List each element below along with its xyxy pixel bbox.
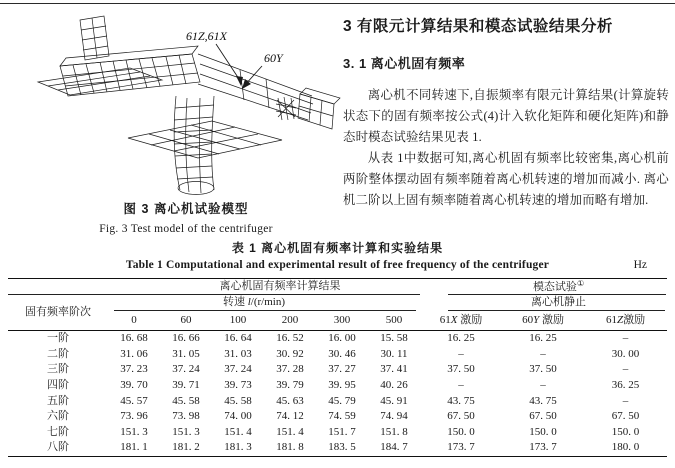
value-cell: – <box>622 332 629 345</box>
table-row <box>8 393 667 409</box>
value-cell: 181. 2 <box>172 441 200 454</box>
value-cell: 16. 52 <box>276 332 304 345</box>
group-header-modal-test <box>420 279 667 295</box>
value-cell: 45. 58 <box>172 394 200 407</box>
value-cell: – <box>622 394 629 407</box>
value-cell: 37. 24 <box>224 363 252 376</box>
value-cell: 30. 00 <box>611 347 640 360</box>
table-row <box>8 409 667 425</box>
value-cell: 74. 12 <box>276 410 304 423</box>
sub-header-row <box>8 295 667 311</box>
value-cell: 16. 66 <box>172 332 200 345</box>
value-cell: 73. 96 <box>120 410 148 423</box>
table-1-block <box>0 239 675 457</box>
value-cell: 30. 92 <box>276 347 304 360</box>
col-header-300: 300 <box>316 311 368 331</box>
value-cell: 39. 73 <box>224 378 252 391</box>
value-cell: 73. 98 <box>172 410 200 423</box>
value-cell: – <box>540 378 546 391</box>
table-row <box>8 425 667 441</box>
value-cell: 67. 50 <box>611 410 640 423</box>
value-cell: 180. 0 <box>611 441 640 454</box>
value-cell: 45. 91 <box>380 394 408 407</box>
sub-header-speed <box>108 295 420 311</box>
table-row <box>8 440 667 456</box>
value-cell: 45. 79 <box>328 394 356 407</box>
figure-caption-zh: 图 3 离心机试验模型 <box>123 202 249 216</box>
figure-caption-en: Fig. 3 Test model of the centrifuger <box>99 223 273 235</box>
value-cell: 39. 95 <box>328 378 356 391</box>
paragraph-2: 从表 1中数据可知,离心机固有频率比较密集,离心机前两阶整体摆动固有频率随着离心机转速的增加而减小. 离心机二阶以上固有频率随着离心机转速的增加而略有增加. <box>343 151 669 207</box>
group-header-row <box>8 279 667 295</box>
value-cell: 16. 00 <box>328 332 356 345</box>
value-cell: 151. 4 <box>276 425 304 438</box>
value-cell: 151. 8 <box>380 425 408 438</box>
group-header-modal-label: 模态试验① <box>532 279 585 294</box>
row-label: 七阶 <box>47 425 69 438</box>
value-cell: 150. 0 <box>611 425 640 438</box>
table-row <box>8 378 667 394</box>
centrifuge-wireframe <box>30 10 342 196</box>
row-label: 二阶 <box>47 347 69 360</box>
value-cell: 67. 50 <box>529 410 557 423</box>
col-header-60: 60 <box>160 311 212 331</box>
col-header-500: 500 <box>368 311 420 331</box>
table-row <box>8 346 667 362</box>
node-label-60y: 60Y <box>264 51 283 65</box>
group-header-computed-label: 离心机固有频率计算结果 <box>219 280 341 293</box>
value-cell: 67. 50 <box>447 410 475 423</box>
row-label: 三阶 <box>47 363 69 376</box>
value-cell: 173. 7 <box>447 441 475 454</box>
table-title-en: Table 1 Computational and experimental result of free frequency of the centrifuger <box>125 259 550 271</box>
col-header-200: 200 <box>264 311 316 331</box>
paragraph-1: 离心机不同转速下,自振频率有限元计算结果(计算旋转状态下的固有频率按公式(4)计入软化矩阵和硬化矩阵)和静态时模态试验结果见表 1. <box>343 88 669 144</box>
col-header-100: 100 <box>212 311 264 331</box>
sub-header-speed-label: 转速 l/(r/min) <box>222 296 286 308</box>
value-cell: 39. 79 <box>276 378 304 391</box>
value-cell: 31. 05 <box>172 347 200 360</box>
value-cell: 150. 0 <box>447 425 475 438</box>
value-cell: 45. 63 <box>276 394 304 407</box>
frequency-table <box>8 278 667 457</box>
value-cell: 151. 3 <box>120 425 148 438</box>
group-header-computed <box>8 279 420 295</box>
tail-arm <box>198 54 313 120</box>
sub-header-static <box>420 295 667 311</box>
value-cell: 16. 25 <box>529 332 557 345</box>
section-heading: 3 有限元计算结果和模态试验结果分析 <box>343 18 613 35</box>
col-header-60y: 60Y 激励 <box>502 311 584 331</box>
value-cell: 74. 00 <box>224 410 252 423</box>
figure-3 <box>28 10 344 235</box>
table-unit: Hz <box>633 259 647 271</box>
subsection-heading: 3. 1 离心机固有频率 <box>343 56 466 71</box>
node-label-61z-61x: 61Z,61X <box>186 29 228 43</box>
value-cell: – <box>622 363 629 376</box>
value-cell: 31. 06 <box>120 347 148 360</box>
table-caption-row <box>0 259 675 276</box>
value-cell: 183. 5 <box>328 441 356 454</box>
value-cell: 16. 64 <box>224 332 252 345</box>
col-header-61z: 61Z激励 <box>584 311 667 331</box>
value-cell: 151. 4 <box>224 425 252 438</box>
base-plate <box>128 121 282 158</box>
panel-lattice <box>80 16 109 60</box>
row-label: 五阶 <box>47 394 69 407</box>
value-cell: 37. 50 <box>447 363 475 376</box>
value-cell: 43. 75 <box>447 394 475 407</box>
value-cell: 15. 58 <box>380 332 408 345</box>
value-cell: 37. 23 <box>120 363 148 376</box>
value-cell: 30. 46 <box>328 347 356 360</box>
table-title-zh: 表 1 离心机固有频率计算和实验结果 <box>231 241 444 255</box>
value-cell: 74. 59 <box>328 410 356 423</box>
value-cell: 37. 28 <box>276 363 304 376</box>
stub-header: 固有频率阶次 <box>8 295 108 331</box>
table-row <box>8 362 667 378</box>
row-label: 四阶 <box>47 378 69 391</box>
text-column <box>343 14 669 211</box>
value-cell: 151. 7 <box>328 425 356 438</box>
page-top-rule <box>0 3 675 4</box>
value-cell: 184. 7 <box>380 441 408 454</box>
value-cell: 37. 50 <box>529 363 557 376</box>
sub-header-static-label: 离心机静止 <box>531 296 587 308</box>
value-cell: 181. 3 <box>224 441 252 454</box>
value-cell: 40. 26 <box>380 378 408 391</box>
col-header-61x: 61X 激励 <box>420 311 502 331</box>
value-cell: 39. 70 <box>120 378 148 391</box>
value-cell: 43. 75 <box>529 394 557 407</box>
value-cell: 151. 3 <box>172 425 200 438</box>
row-label: 一阶 <box>47 332 69 345</box>
value-cell: 36. 25 <box>611 378 640 391</box>
col-header-0: 0 <box>108 311 160 331</box>
row-label: 八阶 <box>47 441 69 454</box>
value-cell: 181. 8 <box>276 441 304 454</box>
value-cell: 39. 71 <box>172 378 200 391</box>
table-row <box>8 331 667 347</box>
value-cell: 150. 0 <box>529 425 557 438</box>
value-cell: 37. 24 <box>172 363 200 376</box>
value-cell: 45. 57 <box>120 394 148 407</box>
column-lattice <box>174 96 214 195</box>
value-cell: 31. 03 <box>224 347 252 360</box>
value-cell: – <box>458 347 464 360</box>
value-cell: – <box>458 378 464 391</box>
value-cell: 37. 27 <box>328 363 356 376</box>
value-cell: 45. 58 <box>224 394 252 407</box>
value-cell: 181. 1 <box>120 441 148 454</box>
value-cell: 74. 94 <box>380 410 408 423</box>
value-cell: 16. 25 <box>447 332 475 345</box>
value-cell: 30. 11 <box>380 347 408 360</box>
value-cell: 37. 41 <box>380 363 408 376</box>
value-cell: 173. 7 <box>529 441 557 454</box>
row-label: 六阶 <box>47 410 69 423</box>
footnote-mark: ① <box>576 279 585 289</box>
beam-lattice <box>60 46 200 96</box>
table-body <box>8 331 667 457</box>
value-cell: 16. 68 <box>120 332 148 345</box>
value-cell: – <box>540 347 546 360</box>
